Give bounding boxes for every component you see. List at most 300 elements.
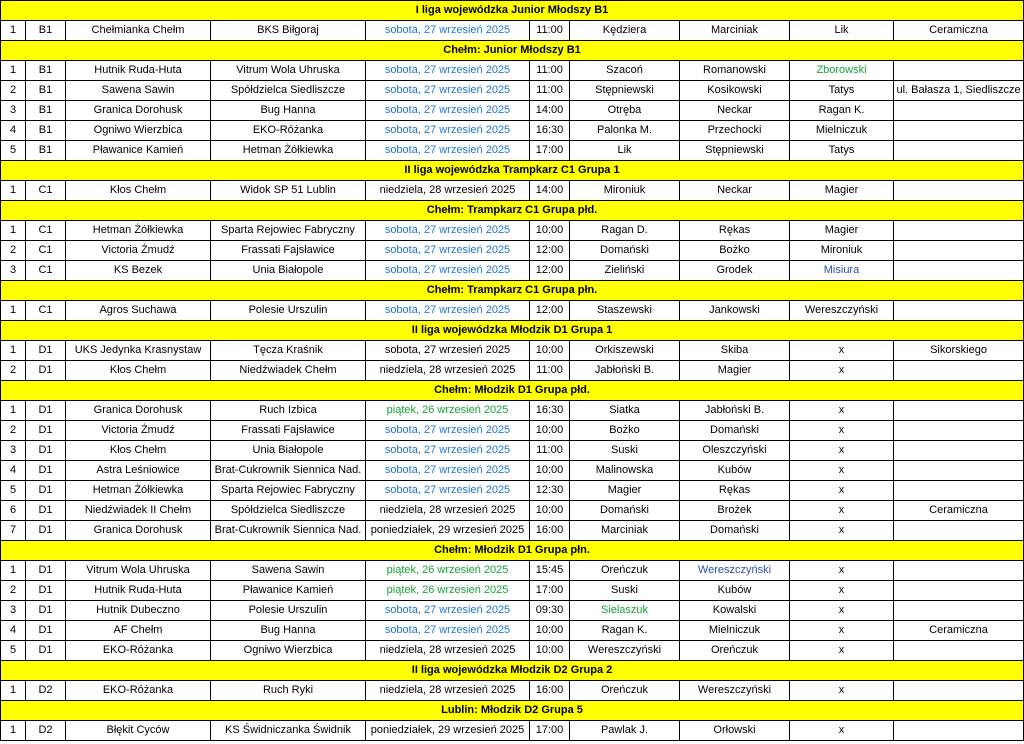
table-row <box>1 61 1024 81</box>
table-row <box>1 721 1024 741</box>
match-number-cell: 3 <box>1 101 26 121</box>
category-cell: C1 <box>26 261 66 281</box>
match-number-cell: 3 <box>1 441 26 461</box>
match-date-cell: sobota, 27 wrzesień 2025 <box>366 421 530 441</box>
table-row <box>1 141 1024 161</box>
match-date-cell: niedziela, 28 wrzesień 2025 <box>366 641 530 661</box>
section-title: II liga wojewódzka Młodzik D2 Grupa 2 <box>1 661 1024 681</box>
referee-cell: Otręba <box>570 101 680 121</box>
away-team-cell: Ruch Ryki <box>211 681 366 701</box>
assistant-1-cell: Wereszczyński <box>680 561 790 581</box>
category-cell: D1 <box>26 481 66 501</box>
home-team-cell: Ogniwo Wierzbica <box>66 121 211 141</box>
away-team-cell: Unia Białopole <box>211 441 366 461</box>
referee-cell: Kędziera <box>570 21 680 41</box>
assistant-2-cell: x <box>790 441 894 461</box>
referee-cell: Orkiszewski <box>570 341 680 361</box>
match-number-cell: 1 <box>1 341 26 361</box>
home-team-cell: Błękit Cyców <box>66 721 211 741</box>
assistant-1-cell: Kowalski <box>680 601 790 621</box>
match-date-cell: sobota, 27 wrzesień 2025 <box>366 121 530 141</box>
assistant-2-cell: x <box>790 521 894 541</box>
match-number-cell: 1 <box>1 221 26 241</box>
match-time-cell: 16:00 <box>530 681 570 701</box>
category-cell: C1 <box>26 181 66 201</box>
match-time-cell: 17:00 <box>530 581 570 601</box>
category-cell: B1 <box>26 21 66 41</box>
match-number-cell: 1 <box>1 401 26 421</box>
assistant-2-cell: x <box>790 641 894 661</box>
table-row <box>1 361 1024 381</box>
match-date-cell: niedziela, 28 wrzesień 2025 <box>366 681 530 701</box>
home-team-cell: Hetman Żółkiewka <box>66 481 211 501</box>
home-team-cell: EKO-Różanka <box>66 641 211 661</box>
assistant-2-cell: Tatys <box>790 81 894 101</box>
category-cell: D1 <box>26 341 66 361</box>
home-team-cell: Kłos Chełm <box>66 441 211 461</box>
match-number-cell: 3 <box>1 261 26 281</box>
away-team-cell: KS Świdniczanka Świdnik <box>211 721 366 741</box>
assistant-2-cell: Magier <box>790 181 894 201</box>
home-team-cell: Hetman Żółkiewka <box>66 221 211 241</box>
referee-cell: Ragan K. <box>570 621 680 641</box>
assistant-1-cell: Magier <box>680 361 790 381</box>
venue-cell <box>894 401 1024 421</box>
home-team-cell: Hutnik Ruda-Huta <box>66 581 211 601</box>
table-row <box>1 641 1024 661</box>
assistant-2-cell: Magier <box>790 221 894 241</box>
category-cell: D1 <box>26 421 66 441</box>
referee-cell: Magier <box>570 481 680 501</box>
match-time-cell: 10:00 <box>530 461 570 481</box>
away-team-cell: Tęcza Kraśnik <box>211 341 366 361</box>
match-time-cell: 11:00 <box>530 441 570 461</box>
section-header-row <box>1 661 1024 681</box>
assistant-1-cell: Oreńczuk <box>680 641 790 661</box>
match-time-cell: 10:00 <box>530 501 570 521</box>
match-time-cell: 11:00 <box>530 81 570 101</box>
match-time-cell: 12:30 <box>530 481 570 501</box>
assistant-1-cell: Kosikowski <box>680 81 790 101</box>
referee-cell: Ragan D. <box>570 221 680 241</box>
table-row <box>1 441 1024 461</box>
assistant-1-cell: Jabłoński B. <box>680 401 790 421</box>
away-team-cell: Vitrum Wola Uhruska <box>211 61 366 81</box>
match-date-cell: niedziela, 28 wrzesień 2025 <box>366 501 530 521</box>
category-cell: D1 <box>26 601 66 621</box>
match-number-cell: 5 <box>1 641 26 661</box>
category-cell: D1 <box>26 561 66 581</box>
venue-cell <box>894 261 1024 281</box>
table-row <box>1 481 1024 501</box>
match-time-cell: 17:00 <box>530 141 570 161</box>
match-date-cell: sobota, 27 wrzesień 2025 <box>366 141 530 161</box>
section-header-row <box>1 541 1024 561</box>
away-team-cell: Frassati Fajsławice <box>211 421 366 441</box>
section-header-row <box>1 281 1024 301</box>
match-number-cell: 2 <box>1 241 26 261</box>
assistant-1-cell: Brożek <box>680 501 790 521</box>
section-title: Chełm: Młodzik D1 Grupa płn. <box>1 541 1024 561</box>
match-time-cell: 10:00 <box>530 421 570 441</box>
match-number-cell: 1 <box>1 301 26 321</box>
match-date-cell: sobota, 27 wrzesień 2025 <box>366 481 530 501</box>
assistant-2-cell: Wereszczyński <box>790 301 894 321</box>
referee-cell: Marciniak <box>570 521 680 541</box>
referee-cell: Wereszczyński <box>570 641 680 661</box>
away-team-cell: Spółdzielca Siedliszcze <box>211 81 366 101</box>
match-number-cell: 1 <box>1 21 26 41</box>
referee-cell: Zieliński <box>570 261 680 281</box>
venue-cell <box>894 481 1024 501</box>
home-team-cell: Agros Suchawa <box>66 301 211 321</box>
match-number-cell: 2 <box>1 361 26 381</box>
match-time-cell: 12:00 <box>530 261 570 281</box>
assistant-1-cell: Domański <box>680 421 790 441</box>
match-date-cell: piątek, 26 wrzesień 2025 <box>366 401 530 421</box>
referee-cell: Jabłoński B. <box>570 361 680 381</box>
match-number-cell: 5 <box>1 141 26 161</box>
match-number-cell: 1 <box>1 721 26 741</box>
section-header-row <box>1 1 1024 21</box>
venue-cell <box>894 61 1024 81</box>
referee-cell: Domański <box>570 241 680 261</box>
referee-cell: Sielaszuk <box>570 601 680 621</box>
match-time-cell: 12:00 <box>530 241 570 261</box>
home-team-cell: Astra Leśniowice <box>66 461 211 481</box>
match-time-cell: 16:30 <box>530 121 570 141</box>
match-number-cell: 3 <box>1 601 26 621</box>
venue-cell <box>894 221 1024 241</box>
table-row <box>1 221 1024 241</box>
table-row <box>1 621 1024 641</box>
category-cell: D1 <box>26 641 66 661</box>
match-number-cell: 4 <box>1 461 26 481</box>
assistant-2-cell: x <box>790 401 894 421</box>
table-row <box>1 681 1024 701</box>
assistant-2-cell: Tatys <box>790 141 894 161</box>
assistant-1-cell: Marciniak <box>680 21 790 41</box>
venue-cell: Ceramiczna <box>894 621 1024 641</box>
section-header-row <box>1 321 1024 341</box>
table-row <box>1 561 1024 581</box>
category-cell: D1 <box>26 521 66 541</box>
match-time-cell: 14:00 <box>530 101 570 121</box>
home-team-cell: EKO-Różanka <box>66 681 211 701</box>
table-row <box>1 241 1024 261</box>
referee-cell: Szacoń <box>570 61 680 81</box>
venue-cell: Ceramiczna <box>894 21 1024 41</box>
match-time-cell: 10:00 <box>530 221 570 241</box>
venue-cell <box>894 461 1024 481</box>
home-team-cell: Sawena Sawin <box>66 81 211 101</box>
match-date-cell: poniedziałek, 29 wrzesień 2025 <box>366 521 530 541</box>
venue-cell <box>894 561 1024 581</box>
assistant-1-cell: Skiba <box>680 341 790 361</box>
home-team-cell: Hutnik Ruda-Huta <box>66 61 211 81</box>
match-time-cell: 10:00 <box>530 621 570 641</box>
venue-cell: ul. Bałasza 1, Siedliszcze <box>894 81 1024 101</box>
away-team-cell: Widok SP 51 Lublin <box>211 181 366 201</box>
assistant-2-cell: x <box>790 481 894 501</box>
assistant-1-cell: Grodek <box>680 261 790 281</box>
assistant-2-cell: x <box>790 341 894 361</box>
table-row <box>1 101 1024 121</box>
table-row <box>1 521 1024 541</box>
away-team-cell: Brat-Cukrownik Siennica Nad. <box>211 461 366 481</box>
venue-cell <box>894 241 1024 261</box>
match-date-cell: sobota, 27 wrzesień 2025 <box>366 441 530 461</box>
referee-cell: Suski <box>570 441 680 461</box>
category-cell: C1 <box>26 241 66 261</box>
assistant-2-cell: x <box>790 361 894 381</box>
away-team-cell: Unia Białopole <box>211 261 366 281</box>
venue-cell <box>894 441 1024 461</box>
table-row <box>1 81 1024 101</box>
assistant-1-cell: Orłowski <box>680 721 790 741</box>
away-team-cell: Sparta Rejowiec Fabryczny <box>211 481 366 501</box>
venue-cell <box>894 681 1024 701</box>
away-team-cell: EKO-Różanka <box>211 121 366 141</box>
match-date-cell: sobota, 27 wrzesień 2025 <box>366 81 530 101</box>
table-row <box>1 301 1024 321</box>
match-time-cell: 12:00 <box>530 301 570 321</box>
assistant-1-cell: Przechocki <box>680 121 790 141</box>
home-team-cell: AF Chełm <box>66 621 211 641</box>
section-title: Chełm: Młodzik D1 Grupa płd. <box>1 381 1024 401</box>
referee-cell: Lik <box>570 141 680 161</box>
category-cell: B1 <box>26 121 66 141</box>
match-date-cell: sobota, 27 wrzesień 2025 <box>366 241 530 261</box>
assistant-1-cell: Kubów <box>680 581 790 601</box>
category-cell: D1 <box>26 581 66 601</box>
match-time-cell: 10:00 <box>530 341 570 361</box>
referee-cell: Palonka M. <box>570 121 680 141</box>
match-time-cell: 14:00 <box>530 181 570 201</box>
away-team-cell: Pławanice Kamień <box>211 581 366 601</box>
category-cell: B1 <box>26 101 66 121</box>
away-team-cell: Polesie Urszulin <box>211 601 366 621</box>
home-team-cell: Hutnik Dubeczno <box>66 601 211 621</box>
match-date-cell: sobota, 27 wrzesień 2025 <box>366 341 530 361</box>
venue-cell <box>894 641 1024 661</box>
assistant-1-cell: Neckar <box>680 101 790 121</box>
assistant-2-cell: Mielniczuk <box>790 121 894 141</box>
referee-cell: Stępniewski <box>570 81 680 101</box>
match-time-cell: 15:45 <box>530 561 570 581</box>
table-row <box>1 21 1024 41</box>
away-team-cell: Ogniwo Wierzbica <box>211 641 366 661</box>
venue-cell: Ceramiczna <box>894 501 1024 521</box>
table-row <box>1 501 1024 521</box>
match-date-cell: sobota, 27 wrzesień 2025 <box>366 461 530 481</box>
category-cell: B1 <box>26 81 66 101</box>
referee-cell: Domański <box>570 501 680 521</box>
assistant-1-cell: Stępniewski <box>680 141 790 161</box>
assistant-2-cell: x <box>790 621 894 641</box>
match-number-cell: 7 <box>1 521 26 541</box>
match-number-cell: 5 <box>1 481 26 501</box>
referee-cell: Staszewski <box>570 301 680 321</box>
referee-cell: Pawlak J. <box>570 721 680 741</box>
match-number-cell: 1 <box>1 561 26 581</box>
assistant-2-cell: x <box>790 501 894 521</box>
category-cell: B1 <box>26 61 66 81</box>
match-date-cell: sobota, 27 wrzesień 2025 <box>366 221 530 241</box>
match-number-cell: 2 <box>1 421 26 441</box>
match-date-cell: sobota, 27 wrzesień 2025 <box>366 601 530 621</box>
away-team-cell: Brat-Cukrownik Siennica Nad. <box>211 521 366 541</box>
category-cell: B1 <box>26 141 66 161</box>
category-cell: C1 <box>26 221 66 241</box>
section-header-row <box>1 201 1024 221</box>
section-title: Chełm: Trampkarz C1 Grupa płn. <box>1 281 1024 301</box>
table-row <box>1 461 1024 481</box>
away-team-cell: Bug Hanna <box>211 621 366 641</box>
assistant-2-cell: x <box>790 721 894 741</box>
assistant-2-cell: x <box>790 421 894 441</box>
venue-cell <box>894 521 1024 541</box>
assistant-1-cell: Kubów <box>680 461 790 481</box>
venue-cell <box>894 181 1024 201</box>
match-time-cell: 11:00 <box>530 61 570 81</box>
assistant-2-cell: Mironiuk <box>790 241 894 261</box>
assistant-1-cell: Oleszczyński <box>680 441 790 461</box>
away-team-cell: Ruch Izbica <box>211 401 366 421</box>
table-row <box>1 421 1024 441</box>
category-cell: D1 <box>26 401 66 421</box>
table-row <box>1 261 1024 281</box>
assistant-1-cell: Rękas <box>680 221 790 241</box>
assistant-1-cell: Romanowski <box>680 61 790 81</box>
match-time-cell: 16:30 <box>530 401 570 421</box>
venue-cell <box>894 581 1024 601</box>
table-row <box>1 341 1024 361</box>
home-team-cell: UKS Jedynka Krasnystaw <box>66 341 211 361</box>
match-date-cell: sobota, 27 wrzesień 2025 <box>366 261 530 281</box>
assistant-1-cell: Bożko <box>680 241 790 261</box>
section-title: Chełm: Trampkarz C1 Grupa płd. <box>1 201 1024 221</box>
section-header-row <box>1 41 1024 61</box>
venue-cell <box>894 101 1024 121</box>
referee-cell: Malinowska <box>570 461 680 481</box>
home-team-cell: Victoria Żmudź <box>66 241 211 261</box>
venue-cell <box>894 121 1024 141</box>
assistant-2-cell: Misiura <box>790 261 894 281</box>
assistant-2-cell: Ragan K. <box>790 101 894 121</box>
table-row <box>1 181 1024 201</box>
away-team-cell: Hetman Żółkiewka <box>211 141 366 161</box>
section-title: Chełm: Junior Młodszy B1 <box>1 41 1024 61</box>
assistant-2-cell: Lik <box>790 21 894 41</box>
away-team-cell: Niedźwiadek Chełm <box>211 361 366 381</box>
match-number-cell: 2 <box>1 581 26 601</box>
referee-cell: Suski <box>570 581 680 601</box>
match-number-cell: 2 <box>1 81 26 101</box>
home-team-cell: Granica Dorohusk <box>66 401 211 421</box>
away-team-cell: BKS Biłgoraj <box>211 21 366 41</box>
match-time-cell: 11:00 <box>530 21 570 41</box>
match-date-cell: sobota, 27 wrzesień 2025 <box>366 621 530 641</box>
assistant-2-cell: Zborowski <box>790 61 894 81</box>
match-number-cell: 1 <box>1 61 26 81</box>
match-time-cell: 09:30 <box>530 601 570 621</box>
assistant-1-cell: Wereszczyński <box>680 681 790 701</box>
match-time-cell: 10:00 <box>530 641 570 661</box>
assistant-2-cell: x <box>790 681 894 701</box>
referee-cell: Oreńczuk <box>570 681 680 701</box>
assistant-2-cell: x <box>790 581 894 601</box>
table-row <box>1 601 1024 621</box>
section-header-row <box>1 161 1024 181</box>
assistant-1-cell: Neckar <box>680 181 790 201</box>
assistant-1-cell: Rękas <box>680 481 790 501</box>
venue-cell <box>894 721 1024 741</box>
section-header-row <box>1 701 1024 721</box>
match-date-cell: sobota, 27 wrzesień 2025 <box>366 21 530 41</box>
home-team-cell: Niedźwiadek II Chełm <box>66 501 211 521</box>
match-number-cell: 4 <box>1 621 26 641</box>
table-row <box>1 581 1024 601</box>
away-team-cell: Bug Hanna <box>211 101 366 121</box>
referee-cell: Mironiuk <box>570 181 680 201</box>
category-cell: D1 <box>26 461 66 481</box>
category-cell: D1 <box>26 441 66 461</box>
match-date-cell: sobota, 27 wrzesień 2025 <box>366 61 530 81</box>
venue-cell <box>894 601 1024 621</box>
match-number-cell: 1 <box>1 681 26 701</box>
category-cell: D1 <box>26 361 66 381</box>
home-team-cell: Chełmianka Chełm <box>66 21 211 41</box>
match-date-cell: poniedziałek, 29 wrzesień 2025 <box>366 721 530 741</box>
assistant-2-cell: x <box>790 461 894 481</box>
section-header-row <box>1 381 1024 401</box>
away-team-cell: Sparta Rejowiec Fabryczny <box>211 221 366 241</box>
home-team-cell: KS Bezek <box>66 261 211 281</box>
match-date-cell: niedziela, 28 wrzesień 2025 <box>366 181 530 201</box>
assistant-1-cell: Jankowski <box>680 301 790 321</box>
table-row <box>1 401 1024 421</box>
match-date-cell: niedziela, 28 wrzesień 2025 <box>366 361 530 381</box>
match-date-cell: piątek, 26 wrzesień 2025 <box>366 581 530 601</box>
section-title: II liga wojewódzka Trampkarz C1 Grupa 1 <box>1 161 1024 181</box>
referee-cell: Siatka <box>570 401 680 421</box>
home-team-cell: Victoria Żmudź <box>66 421 211 441</box>
referee-cell: Bożko <box>570 421 680 441</box>
section-title: II liga wojewódzka Młodzik D1 Grupa 1 <box>1 321 1024 341</box>
category-cell: C1 <box>26 301 66 321</box>
away-team-cell: Frassati Fajsławice <box>211 241 366 261</box>
category-cell: D2 <box>26 681 66 701</box>
match-time-cell: 17:00 <box>530 721 570 741</box>
home-team-cell: Vitrum Wola Uhruska <box>66 561 211 581</box>
match-number-cell: 4 <box>1 121 26 141</box>
match-time-cell: 16:00 <box>530 521 570 541</box>
home-team-cell: Granica Dorohusk <box>66 101 211 121</box>
section-title: Lublin: Młodzik D2 Grupa 5 <box>1 701 1024 721</box>
match-number-cell: 1 <box>1 181 26 201</box>
category-cell: D1 <box>26 501 66 521</box>
assistant-1-cell: Domański <box>680 521 790 541</box>
assistant-1-cell: Mielniczuk <box>680 621 790 641</box>
venue-cell <box>894 361 1024 381</box>
home-team-cell: Kłos Chełm <box>66 181 211 201</box>
table-row <box>1 121 1024 141</box>
away-team-cell: Spółdzielca Siedliszcze <box>211 501 366 521</box>
match-date-cell: piątek, 26 wrzesień 2025 <box>366 561 530 581</box>
venue-cell <box>894 141 1024 161</box>
assistant-2-cell: x <box>790 561 894 581</box>
